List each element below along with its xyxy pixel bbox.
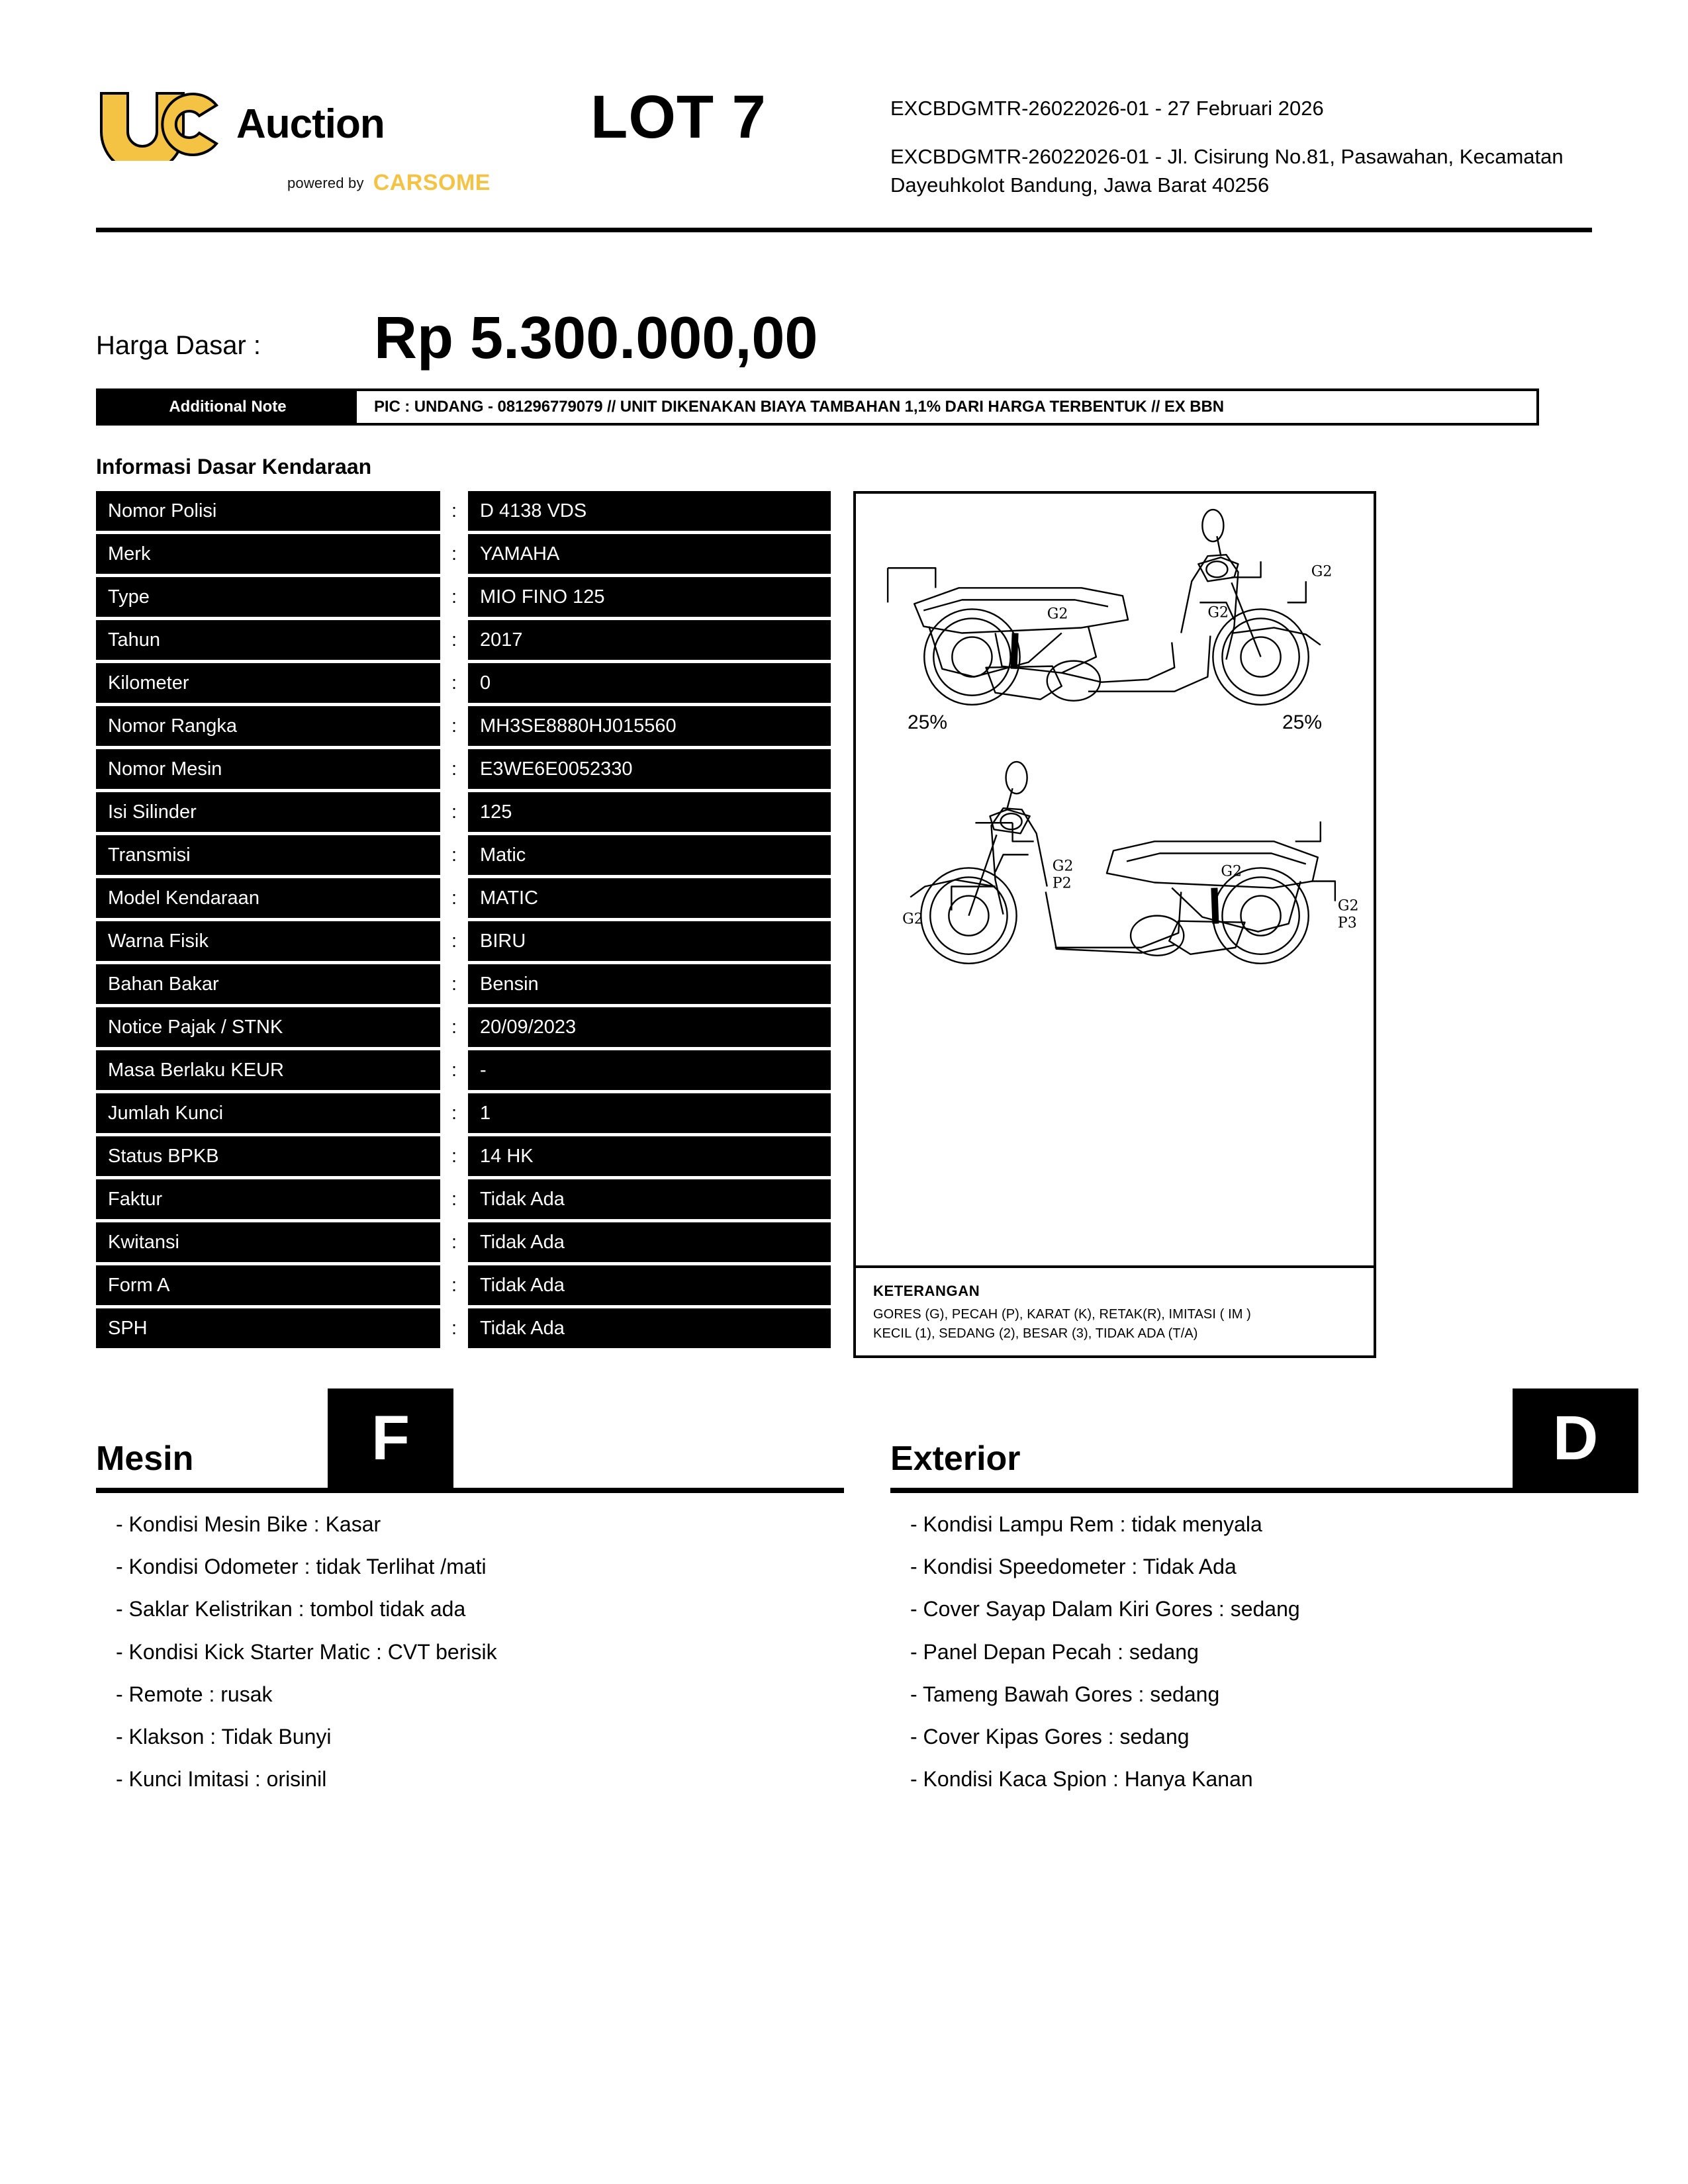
list-item: - Kondisi Lampu Rem : tidak menyala [910,1512,1262,1536]
mesin-title: Mesin [96,1439,194,1478]
info-key: Form A [96,1265,440,1305]
info-separator: : [451,930,457,952]
table-row [96,1222,831,1262]
info-value: Tidak Ada [468,1308,831,1348]
info-value: Matic [468,835,831,875]
lot-number-block [493,76,864,150]
info-key: Notice Pajak / STNK [96,1007,440,1047]
mesin-divider [96,1488,844,1493]
exterior-title: Exterior [890,1439,1021,1478]
list-item: - Tameng Bawah Gores : sedang [910,1682,1220,1706]
marker-g2-bottom-2: G2 [902,911,923,928]
base-price-row [96,232,1592,385]
exterior-column [890,1388,1638,1808]
marker-g2-top-2: G2 [1207,604,1229,621]
info-value: - [468,1050,831,1090]
info-value: Tidak Ada [468,1179,831,1219]
table-row [96,792,831,832]
exterior-divider [890,1488,1638,1493]
list-item: - Kondisi Kaca Spion : Hanya Kanan [910,1767,1253,1792]
info-value: MATIC [468,878,831,918]
additional-note-text: PIC : UNDANG - 081296779079 // UNIT DIKENAKAN BIAYA TAMBAHAN 1,1% DARI HARGA TERBENTUK // EX BBN [374,398,1224,416]
list-item: - Cover Kipas Gores : sedang [910,1725,1190,1749]
table-row [96,1007,831,1047]
info-separator: : [451,887,457,909]
marker-g2-top-3: G2 [1311,563,1333,580]
base-price-label: Harga Dasar : [96,331,261,360]
info-key: Nomor Rangka [96,706,440,746]
info-key: Faktur [96,1179,440,1219]
marker-p3-bottom: P3 [1337,915,1357,932]
info-value: 125 [468,792,831,832]
mesin-header [96,1388,844,1488]
list-item: - Kondisi Mesin Bike : Kasar [116,1512,381,1536]
percent-left: 25% [908,711,948,733]
info-value: MIO FINO 125 [468,577,831,617]
header-divider [96,228,1592,232]
info-key: Bahan Bakar [96,964,440,1004]
list-item: - Cover Sayap Dalam Kiri Gores : sedang [910,1597,1300,1621]
info-separator: : [451,543,457,565]
legend-title: KETERANGAN [873,1283,980,1299]
info-key: Nomor Mesin [96,749,440,789]
info-separator: : [451,1274,457,1296]
info-value: 20/09/2023 [468,1007,831,1047]
info-key: Kwitansi [96,1222,440,1262]
info-value: BIRU [468,921,831,961]
table-row [96,1265,831,1305]
motorcycle-side-view-right-icon [863,503,1367,715]
list-item: - Klakson : Tidak Bunyi [116,1725,332,1749]
brand-logo [96,76,493,196]
list-item: - Kondisi Odometer : tidak Terlihat /mati [116,1555,487,1579]
marker-p2-bottom: P2 [1052,875,1072,892]
info-key: Status BPKB [96,1136,440,1176]
info-separator: : [451,973,457,995]
percent-right: 25% [1282,711,1322,733]
base-price-value: Rp 5.300.000,00 [374,305,818,371]
info-separator: : [451,715,457,737]
info-key: Merk [96,534,440,574]
info-separator: : [451,758,457,780]
info-separator: : [451,586,457,608]
list-item: - Panel Depan Pecah : sedang [910,1639,1199,1664]
list-item: - Kondisi Kick Starter Matic : CVT berisik [116,1639,497,1664]
damage-diagram-area [856,494,1374,1265]
additional-note-label: Additional Note [99,391,357,423]
carsome-wordmark: CARSOME [373,170,491,195]
brand-auction-word: Auction [236,101,385,147]
table-row [96,620,831,660]
info-value: Tidak Ada [468,1222,831,1262]
table-row [96,921,831,961]
table-row [96,1093,831,1133]
info-key: Isi Silinder [96,792,440,832]
table-row [96,577,831,617]
info-key: Transmisi [96,835,440,875]
info-separator: : [451,1059,457,1081]
list-item: - Remote : rusak [116,1682,273,1706]
list-item: - Saklar Kelistrikan : tombol tidak ada [116,1597,466,1621]
table-row [96,1179,831,1219]
uc-monogram-icon [96,88,222,161]
diagram-legend [856,1265,1374,1355]
info-key: Masa Berlaku KEUR [96,1050,440,1090]
exterior-header [890,1388,1638,1488]
motorcycle-side-view-left-icon [863,756,1367,976]
marker-g2-bottom-4: G2 [1337,897,1359,915]
auction-meta [864,76,1592,199]
marker-g2-bottom-3: G2 [1221,863,1243,880]
table-row [96,706,831,746]
table-row [96,878,831,918]
info-key: Warna Fisik [96,921,440,961]
lot-title: LOT 7 [590,83,767,151]
table-row [96,964,831,1004]
table-row [96,1050,831,1090]
exterior-grade-badge: D [1513,1388,1638,1488]
auction-code-address: EXCBDGMTR-26022026-01 - Jl. Cisirung No.81, Pasawahan, Kecamatan Dayeuhkolot Bandung, Jawa Barat 40256 [890,144,1564,197]
info-key: Tahun [96,620,440,660]
list-item: - Kondisi Speedometer : Tidak Ada [910,1555,1237,1579]
table-row [96,491,831,531]
info-key: Kilometer [96,663,440,703]
info-value: Tidak Ada [468,1265,831,1305]
conditions-section [96,1388,1599,1808]
info-separator: : [451,500,457,522]
info-value: Bensin [468,964,831,1004]
info-key: Nomor Polisi [96,491,440,531]
info-separator: : [451,1188,457,1210]
info-key: Type [96,577,440,617]
damage-diagram-panel [853,491,1376,1358]
vehicle-info-table [96,491,831,1358]
info-separator: : [451,1016,457,1038]
info-key: Model Kendaraan [96,878,440,918]
info-value: D 4138 VDS [468,491,831,531]
table-row [96,749,831,789]
info-separator: : [451,1231,457,1253]
vehicle-info-section [96,491,1592,1358]
marker-g2-bottom-1: G2 [1052,858,1074,875]
page-header [96,0,1592,225]
mesin-item-list [96,1493,844,1794]
table-row [96,534,831,574]
percent-row [863,711,1367,734]
powered-by-label: powered by [287,174,364,191]
mesin-grade-badge: F [328,1388,453,1488]
additional-note [96,388,1539,426]
info-value: 14 HK [468,1136,831,1176]
info-value: E3WE6E0052330 [468,749,831,789]
info-key: Jumlah Kunci [96,1093,440,1133]
info-value: MH3SE8880HJ015560 [468,706,831,746]
auction-code-date: EXCBDGMTR-26022026-01 - 27 Februari 2026 [890,97,1324,120]
exterior-item-list [890,1493,1638,1794]
table-row [96,663,831,703]
info-value: 0 [468,663,831,703]
table-row [96,1136,831,1176]
table-row [96,835,831,875]
list-item: - Kunci Imitasi : orisinil [116,1767,327,1792]
vehicle-info-title: Informasi Dasar Kendaraan [96,455,372,478]
legend-line-severity: KECIL (1), SEDANG (2), BESAR (3), TIDAK ADA (T/A) [873,1326,1198,1341]
info-separator: : [451,629,457,651]
info-separator: : [451,1145,457,1167]
marker-g2-top-1: G2 [1047,606,1068,623]
info-value: YAMAHA [468,534,831,574]
legend-line-damage-types: GORES (G), PECAH (P), KARAT (K), RETAK(R), IMITASI ( IM ) [873,1307,1251,1322]
info-separator: : [451,672,457,694]
info-key: SPH [96,1308,440,1348]
info-separator: : [451,844,457,866]
info-value: 2017 [468,620,831,660]
mesin-column [96,1388,844,1808]
info-separator: : [451,1317,457,1339]
info-separator: : [451,801,457,823]
info-value: 1 [468,1093,831,1133]
info-separator: : [451,1102,457,1124]
table-row [96,1308,831,1348]
